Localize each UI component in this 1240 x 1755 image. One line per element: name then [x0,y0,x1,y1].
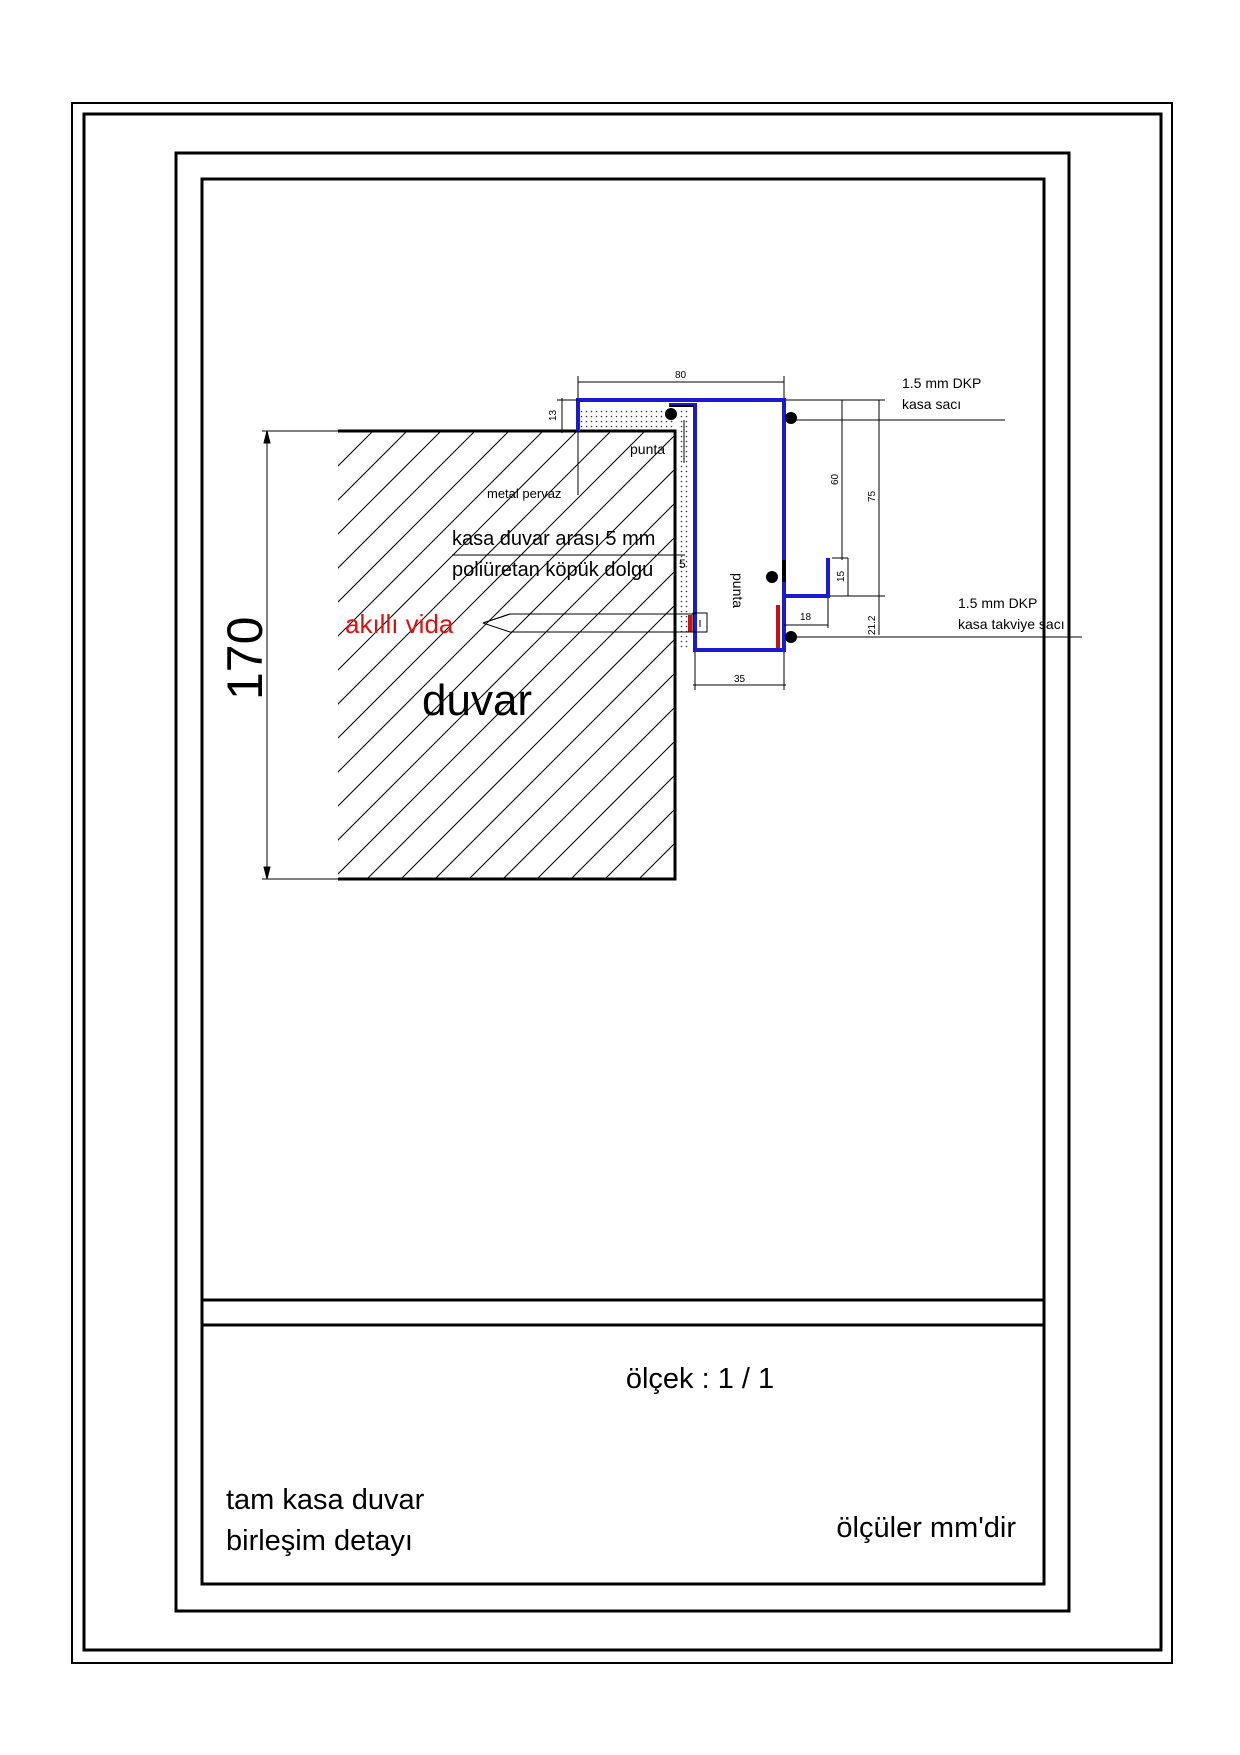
hatch-line [401,431,849,879]
dim-return-label: 18 [800,612,812,623]
hatch-line [231,431,679,879]
hatch-line [571,431,1019,879]
sheet-note-stiffener [958,595,1065,632]
title-line2: birleşim detayı [226,1525,413,1557]
gap-dim-label: 5 [679,557,686,571]
dim-flange-label: 13 [548,409,559,421]
hatch-line [0,431,373,879]
dim-depth60-label: 60 [830,473,841,485]
weld-top-label: punta [630,441,666,457]
hatch-line [367,431,815,879]
sheet-note-frame [902,375,981,412]
hatch-line [537,431,985,879]
dim-flange [557,398,578,433]
height-dimension [262,431,338,879]
units-label: ölçüler mm'dir [836,1512,1016,1544]
title-line1: tam kasa duvar [226,1484,425,1516]
dim-lip-label: 15 [836,570,847,582]
hatch-line [605,431,1053,879]
hatch-line [0,431,339,879]
hatch-line [503,431,951,879]
dim-depth75-label: 75 [867,490,878,502]
dim-top-width-label: 80 [675,370,687,381]
hatch-line [61,431,509,879]
weld-mid-label: punta [730,573,746,609]
dim-offset-label: 21.2 [867,615,878,635]
wall-label: duvar [422,676,533,725]
dim-depth [786,400,1082,637]
hatch-line [673,431,1121,879]
gap-note [452,528,686,581]
height-dim-label: 170 [217,616,273,700]
sheet-frames [72,103,1172,1663]
screw-label: akıllı vida [345,609,454,639]
gap-label-1: kasa duvar arası 5 mm [452,528,656,550]
gap-label-2: poliüretan köpük dolgu [452,559,654,581]
title-block [226,1363,1016,1557]
sheet2-line2: kasa takviye sacı [958,616,1065,632]
casing-label: metal pervaz [487,486,562,501]
sheet2-line1: 1.5 mm DKP [958,595,1038,611]
hatch-line [639,431,1087,879]
hatch-line [95,431,543,879]
sheet1-line2: kasa sacı [902,396,962,412]
sheet1-line1: 1.5 mm DKP [902,375,982,391]
screw-icon [483,613,707,632]
scale-label: ölçek : 1 / 1 [625,1363,775,1395]
dim-bottom-label: 35 [734,674,746,685]
stiffener-sheet [690,605,778,648]
